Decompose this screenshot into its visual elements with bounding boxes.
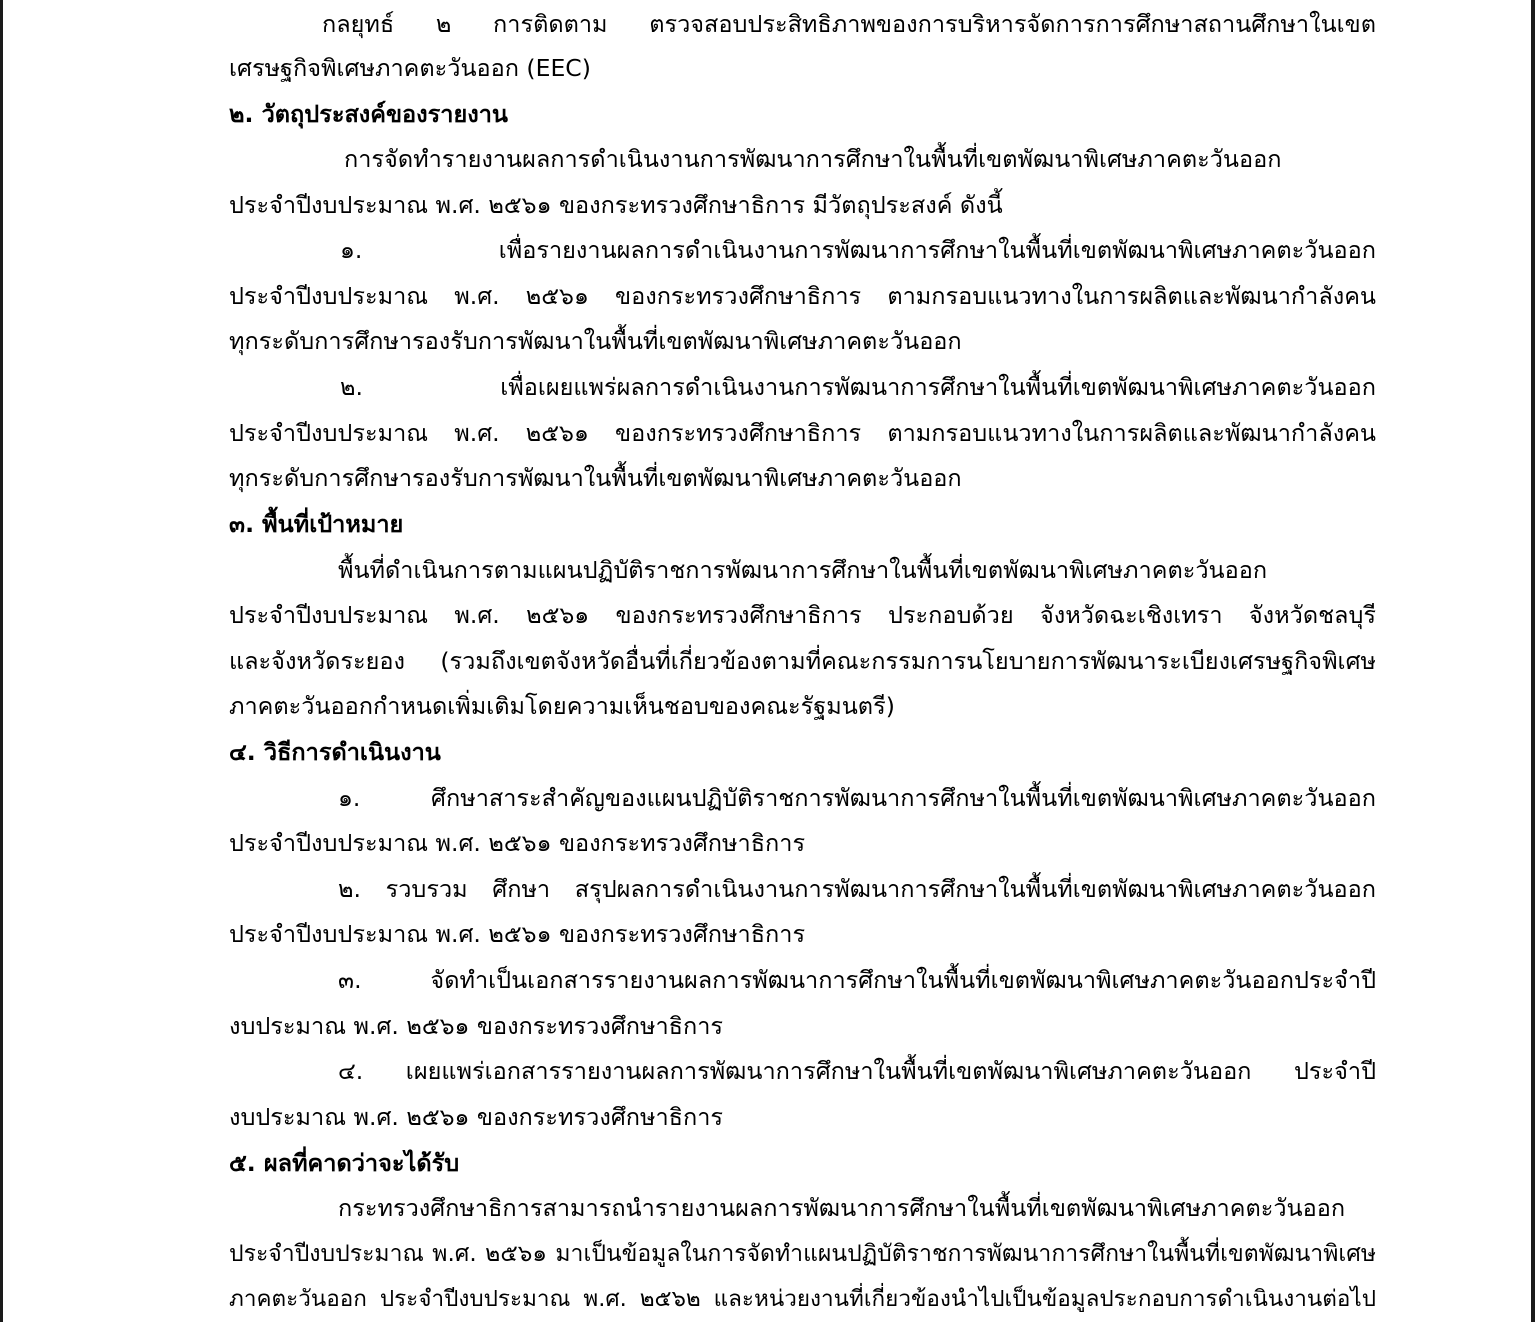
section-5-line-2: ประจำปีงบประมาณ พ.ศ. ๒๕๖๑ มาเป็นข้อมูลในการจัดทำแผนปฏิบัติราชการพัฒนาการศึกษาในพื้นที่เขตพัฒนาพิเศษ	[229, 1241, 1376, 1267]
method-1-line-2: ประจำปีงบประมาณ พ.ศ. ๒๕๖๑ ของกระทรวงศึกษาธิการ	[229, 829, 806, 857]
section-2-intro-line-1: การจัดทำรายงานผลการดำเนินงานการพัฒนาการศึกษาในพื้นที่เขตพัฒนาพิเศษภาคตะวันออก	[344, 145, 1282, 173]
method-4-line-2: งบประมาณ พ.ศ. ๒๕๖๑ ของกระทรวงศึกษาธิการ	[229, 1103, 724, 1131]
section-3-line-1: พื้นที่ดำเนินการตามแผนปฏิบัติราชการพัฒนาการศึกษาในพื้นที่เขตพัฒนาพิเศษภาคตะวันออก	[338, 556, 1268, 584]
strategy-2-line-2: เศรษฐกิจพิเศษภาคตะวันออก (EEC)	[229, 54, 591, 82]
objective-1-line-3: ทุกระดับการศึกษารองรับการพัฒนาในพื้นที่เขตพัฒนาพิเศษภาคตะวันออก	[229, 327, 962, 355]
method-4-line-1: ๔. เผยแพร่เอกสารรายงานผลการพัฒนาการศึกษาในพื้นที่เขตพัฒนาพิเศษภาคตะวันออก ประจำปี	[338, 1057, 1376, 1085]
objective-2-line-2: ประจำปีงบประมาณ พ.ศ. ๒๕๖๑ ของกระทรวงศึกษาธิการ ตามกรอบแนวทางในการผลิตและพัฒนากำลังคน	[229, 419, 1376, 447]
section-4-heading: ๔. วิธีการดำเนินงาน	[229, 738, 441, 766]
method-3-line-1: ๓. จัดทำเป็นเอกสารรายงานผลการพัฒนาการศึกษาในพื้นที่เขตพัฒนาพิเศษภาคตะวันออกประจำปี	[338, 966, 1376, 994]
section-3-heading: ๓. พื้นที่เป้าหมาย	[229, 510, 404, 538]
section-5-line-1: กระทรวงศึกษาธิการสามารถนำรายงานผลการพัฒนาการศึกษาในพื้นที่เขตพัฒนาพิเศษภาคตะวันออก	[338, 1194, 1346, 1222]
section-3-line-3: และจังหวัดระยอง (รวมถึงเขตจังหวัดอื่นที่เกี่ยวข้องตามที่คณะกรรมการนโยบายการพัฒนาระเบียงเศรษฐกิจพิเศษ	[229, 647, 1376, 675]
method-2-line-2: ประจำปีงบประมาณ พ.ศ. ๒๕๖๑ ของกระทรวงศึกษาธิการ	[229, 920, 806, 948]
objective-2-line-1: ๒. เพื่อเผยแพร่ผลการดำเนินงานการพัฒนาการศึกษาในพื้นที่เขตพัฒนาพิเศษภาคตะวันออก	[340, 373, 1376, 401]
right-page-edge	[1531, 0, 1535, 1322]
objective-1-line-1: ๑. เพื่อรายงานผลการดำเนินงานการพัฒนาการศึกษาในพื้นที่เขตพัฒนาพิเศษภาคตะวันออก	[340, 236, 1376, 264]
strategy-2-line-1: กลยุทธ์ ๒ การติดตาม ตรวจสอบประสิทธิภาพของการบริหารจัดการการศึกษาสถานศึกษาในเขต	[322, 10, 1376, 38]
section-5-line-3: ภาคตะวันออก ประจำปีงบประมาณ พ.ศ. ๒๕๖๒ และหน่วยงานที่เกี่ยวข้องนำไปเป็นข้อมูลประกอบการดำเนินงานต่อไป	[229, 1286, 1376, 1312]
method-2-line-1: ๒. รวบรวม ศึกษา สรุปผลการดำเนินงานการพัฒนาการศึกษาในพื้นที่เขตพัฒนาพิเศษภาคตะวันออก	[338, 875, 1376, 903]
method-3-line-2: งบประมาณ พ.ศ. ๒๕๖๑ ของกระทรวงศึกษาธิการ	[229, 1012, 724, 1040]
objective-1-line-2: ประจำปีงบประมาณ พ.ศ. ๒๕๖๑ ของกระทรวงศึกษาธิการ ตามกรอบแนวทางในการผลิตและพัฒนากำลังคน	[229, 282, 1376, 310]
section-2-intro-line-2: ประจำปีงบประมาณ พ.ศ. ๒๕๖๑ ของกระทรวงศึกษาธิการ มีวัตถุประสงค์ ดังนี้	[229, 191, 1003, 219]
section-2-heading: ๒. วัตถุประสงค์ของรายงาน	[229, 100, 508, 128]
section-3-line-4: ภาคตะวันออกกำหนดเพิ่มเติมโดยความเห็นชอบของคณะรัฐมนตรี)	[229, 692, 895, 720]
section-3-line-2: ประจำปีงบประมาณ พ.ศ. ๒๕๖๑ ของกระทรวงศึกษาธิการ ประกอบด้วย จังหวัดฉะเชิงเทรา จังหวัดชลบุรี	[229, 601, 1376, 629]
objective-2-line-3: ทุกระดับการศึกษารองรับการพัฒนาในพื้นที่เขตพัฒนาพิเศษภาคตะวันออก	[229, 464, 962, 492]
left-page-edge	[0, 0, 3, 1322]
section-5-heading: ๕. ผลที่คาดว่าจะได้รับ	[229, 1149, 460, 1177]
method-1-line-1: ๑. ศึกษาสาระสำคัญของแผนปฏิบัติราชการพัฒนาการศึกษาในพื้นที่เขตพัฒนาพิเศษภาคตะวันออก	[338, 784, 1376, 812]
